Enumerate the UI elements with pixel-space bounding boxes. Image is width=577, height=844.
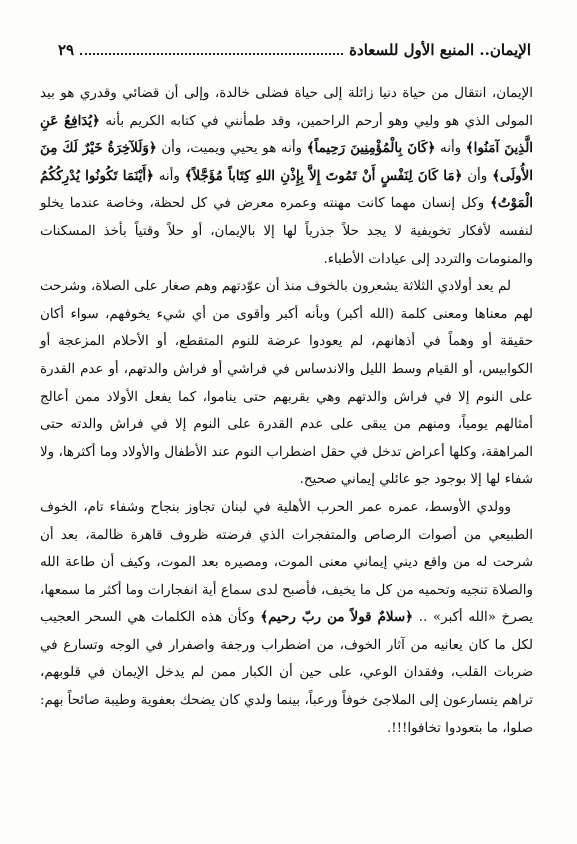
paragraph-1 [40,80,533,273]
text-run: وأنه هو يحيي ويميت، وأن [156,141,307,157]
page-body [40,80,533,742]
quran-verse: ﴿كَانَ بِالْمُؤْمِنِينَ رَحِيماً﴾ [306,140,436,157]
quran-verse: ﴿وَلَلآخِرَةُ خَيْرٌ لَكَ مِنَ الأُولَى﴾ [40,140,533,184]
quran-verse: ﴿أَيْنَمَا تَكُونُوا يُدْرِكُكُمُ الْمَوْتُ﴾ [40,167,533,212]
running-header [58,38,531,62]
paragraph-2: لم يعد أولادي الثلاثة يشعرون بالخوف منذ أن عوّدتهم وهم صغار على الصلاة، وشرحت لهم معناها ومعنى كلمة (الله أكبر) وبأنه أكبر وأقوى من أي شيء يخوفهم، سواء أكان حقيقة أو وهماً في أذهانهم، لم يعودوا عرضة للنوم المتقطع، أو الأحلام المزعجة أو الكوابيس، أو القيام وسط الليل والاندساس في فراشي أو فراش والدتهم، أو عدم القدرة على النوم إلا في فراش والدتهم وهي بقربهم حتى يناموا، كما يفعل الأولاد ممن أعالج أمثالهم يومياً، ومنهم من يبقى على عدم القدرة على النوم إلا في فراش والدته حتى المراهقة، وكلها أعراض تدخل في حقل اضطراب النوم عند الأطفال والأولاد وما أكثرها، ولا شفاء لها إلا بوجود جو عائلي إيماني صحيح. [40,279,533,488]
quran-verse: ﴿سلامٌ قولاً من ربّ رحيم﴾ [260,609,413,626]
text-run: وولدي الأوسط، عمره عمر الحرب الأهلية في لبنان تجاوز بنجاح وشفاء تام، الخوف الطبيعي من أصوات الرصاص والمتفجرات الذي فرضته ظروف قاهرة ظالمة، بعد أن شرحت له من واقع ديني إيماني معنى الموت، ومصيره بعد الموت، وكيف أن طاعة الله والصلاة تنجيه وتحميه من كل ما يخيف، فأصبح لدى سماع أية انفجارات وما أكثر ما سمعها، يصرخ «الله أكبر» .. [40,499,534,626]
quran-verse: ﴿يُدَافِعُ عَنِ الَّذِينَ آمَنُوا﴾ [40,112,534,157]
text-run: الإيمان، انتقال من حياة دنيا زائلة إلى حياة فضلى خالدة، وإلى أن قضائي وقدري هو بيد المولى الذي هو وليي وهو أرحم الراحمين، وقد طمأنني في كتابه الكريم بأنه [40,86,533,129]
paragraph-3 [40,494,533,742]
header-dotted-leader [80,53,343,55]
header-title: الإيمان.. المنبع الأول للسعادة [349,41,531,59]
text-run: وأنه [435,141,466,157]
text-run: وأنه [153,168,185,184]
text-run: وأن [462,168,493,184]
quran-verse: ﴿مَا كَانَ لِنَفْسٍ أَنْ تَمُوتَ إِلاَّ بِإِذْنِ اللهِ كِتَاباً مُؤَجَّلاً﴾ [184,167,463,184]
page-number: ٢٩ [58,41,75,59]
text-run: وكأن هذه الكلمات هي السحر العجيب لكل ما كان يعانيه من آثار الخوف، من اضطراب ورجفة واصفرار في الوجه وتسارع في ضربات القلب، وفقدان الوعي، على حين أن الكبار ممن لم يدخل الإيمان في قلوبهم، تراهم يتسارعون إلى الملاجئ خوفاً ورعباً، بينما ولدي كان يضحك بعفوية وطيبة صائحاً بهم: صلوا، ما بتعودوا تخافوا!!!. [40,610,533,736]
text-run: وكل إنسان مهما كانت مهنته وعمره معرض في كل لحظة، وخاصة عندما يخلو لنفسه لأفكار تخويفية لا يجد حلاً جذرياً لها إلا بالإيمان، أو حلاً وقتياً بأخذ المسكنات والمنومات والتردد إلى عيادات الأطباء. [40,196,533,267]
